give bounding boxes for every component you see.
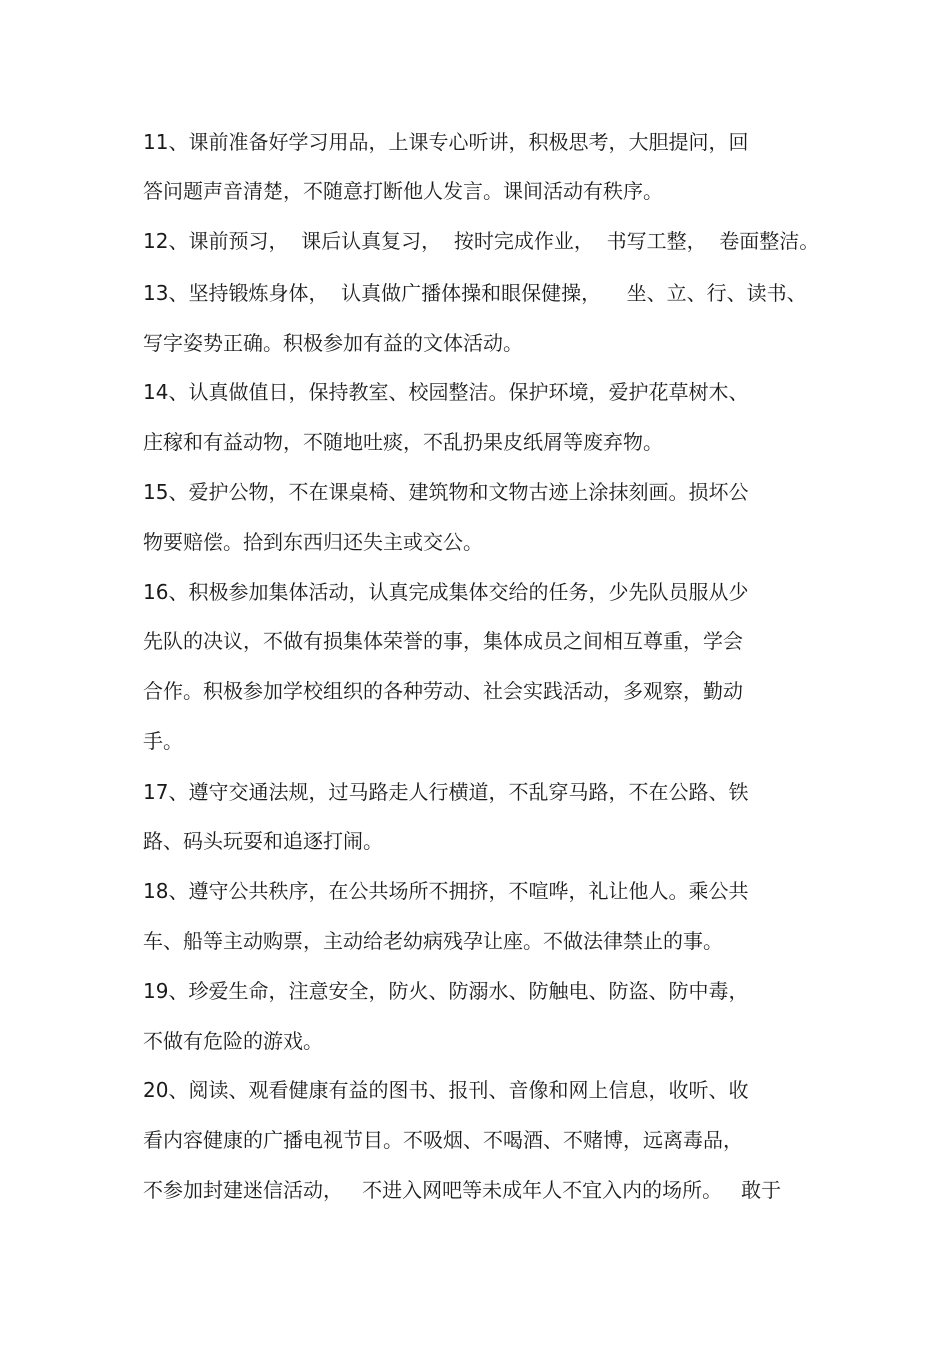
text-line: 18、遵守公共秩序，在公共场所不拥挤，不喧哗，礼让他人。乘公共 [143, 879, 749, 903]
text-line: 合作。积极参加学校组织的各种劳动、社会实践活动，多观察，勤动 [143, 679, 743, 703]
text-line: 11、课前准备好学习用品，上课专心听讲，积极思考，大胆提问，回 [143, 130, 749, 154]
text-line: 13、坚持锻炼身体， 认真做广播体操和眼保健操， 坐、立、行、读书、 [143, 281, 807, 305]
text-line: 20、阅读、观看健康有益的图书、报刊、音像和网上信息，收听、收 [143, 1078, 749, 1102]
text-line: 17、遵守交通法规，过马路走人行横道，不乱穿马路，不在公路、铁 [143, 780, 749, 804]
text-line: 不做有危险的游戏。 [143, 1029, 323, 1053]
text-line: 不参加封建迷信活动， 不进入网吧等未成年人不宜入内的场所。 敢于 [143, 1178, 782, 1202]
text-line: 12、课前预习， 课后认真复习， 按时完成作业， 书写工整， 卷面整洁。 [143, 229, 820, 253]
text-line: 15、爱护公物，不在课桌椅、建筑物和文物古迹上涂抹刻画。损坏公 [143, 480, 749, 504]
text-line: 14、认真做值日，保持教室、校园整洁。保护环境，爱护花草树木、 [143, 380, 749, 404]
text-line: 路、码头玩耍和追逐打闹。 [143, 829, 383, 853]
text-line: 19、珍爱生命，注意安全，防火、防溺水、防触电、防盗、防中毒， [143, 979, 749, 1003]
text-line: 16、积极参加集体活动，认真完成集体交给的任务，少先队员服从少 [143, 580, 749, 604]
text-line: 庄稼和有益动物，不随地吐痰，不乱扔果皮纸屑等废弃物。 [143, 430, 663, 454]
text-line: 手。 [143, 729, 183, 753]
text-line: 写字姿势正确。积极参加有益的文体活动。 [143, 331, 523, 355]
text-line: 先队的决议，不做有损集体荣誉的事，集体成员之间相互尊重，学会 [143, 629, 743, 653]
text-line: 车、船等主动购票，主动给老幼病残孕让座。不做法律禁止的事。 [143, 929, 723, 953]
text-line: 答问题声音清楚，不随意打断他人发言。课间活动有秩序。 [143, 179, 663, 203]
text-line: 物要赔偿。拾到东西归还失主或交公。 [143, 530, 483, 554]
text-line: 看内容健康的广播电视节目。不吸烟、不喝酒、不赌博，远离毒品， [143, 1128, 743, 1152]
